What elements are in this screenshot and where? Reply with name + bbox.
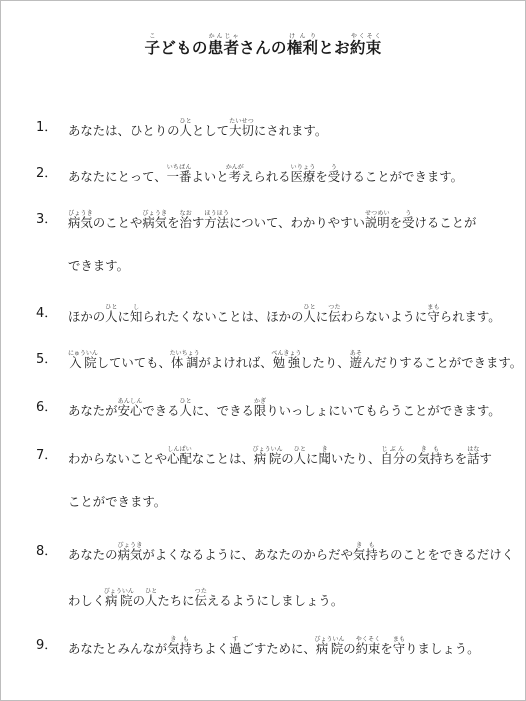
item-number: 5． [36, 352, 58, 367]
item-text: あなたが安心あんしんできる人ひとに、できる限かぎりいっしょにいてもらうことができます。 [68, 398, 501, 418]
item-number: 9． [36, 638, 58, 653]
document-title: 子こどもの患者かんじゃさんの権利けんりとお約束やくそく [144, 33, 382, 57]
item-text: ほかの人ひとに知しられたくないことは、ほかの人ひとに伝つたわらないように守まもられます。 [68, 304, 501, 324]
item-text: あなたとみんなが気持きもちよく過すごすために、病院びょういんの約束やくそくを守まもりましょう。 [68, 636, 480, 656]
item-text-continued: わしく病院びょういんの人ひとたちに伝つたえるようにしましょう。 [68, 588, 344, 608]
item-number: 7． [36, 448, 58, 463]
item-text-continued: ことができます。 [68, 494, 167, 509]
item-text-continued: できます。 [68, 258, 129, 273]
item-text: わからないことや心配しんぱいなことは、病院びょういんの人ひとに聞きいたり、自分じぶんの気持きもちを話はなす [68, 446, 492, 466]
item-number: 1． [36, 120, 58, 135]
item-number: 2． [36, 166, 58, 181]
item-number: 6． [36, 400, 58, 415]
item-text: あなたは、ひとりの人ひととして大切たいせつにされます。 [68, 118, 328, 138]
item-number: 3． [36, 212, 58, 227]
item-number: 8． [36, 544, 58, 559]
item-text: 入院にゅういんしていても、体調たいちょうがよければ、勉強べんきょうしたり、遊あそんだりすることができます。 [68, 350, 523, 370]
item-text: あなたにとって、一番いちばんよいと考かんがえられる医療いりょうを受うけることができます。 [68, 164, 464, 184]
item-text: あなたの病気びょうきがよくなるように、あなたのからだや気持きもちのことをできるだけく [68, 542, 515, 562]
item-text: 病気びょうきのことや病気びょうきを治なおす方法ほうほうについて、わかりやすい説明せつめいを受うけることが [68, 210, 477, 230]
item-number: 4． [36, 306, 58, 321]
